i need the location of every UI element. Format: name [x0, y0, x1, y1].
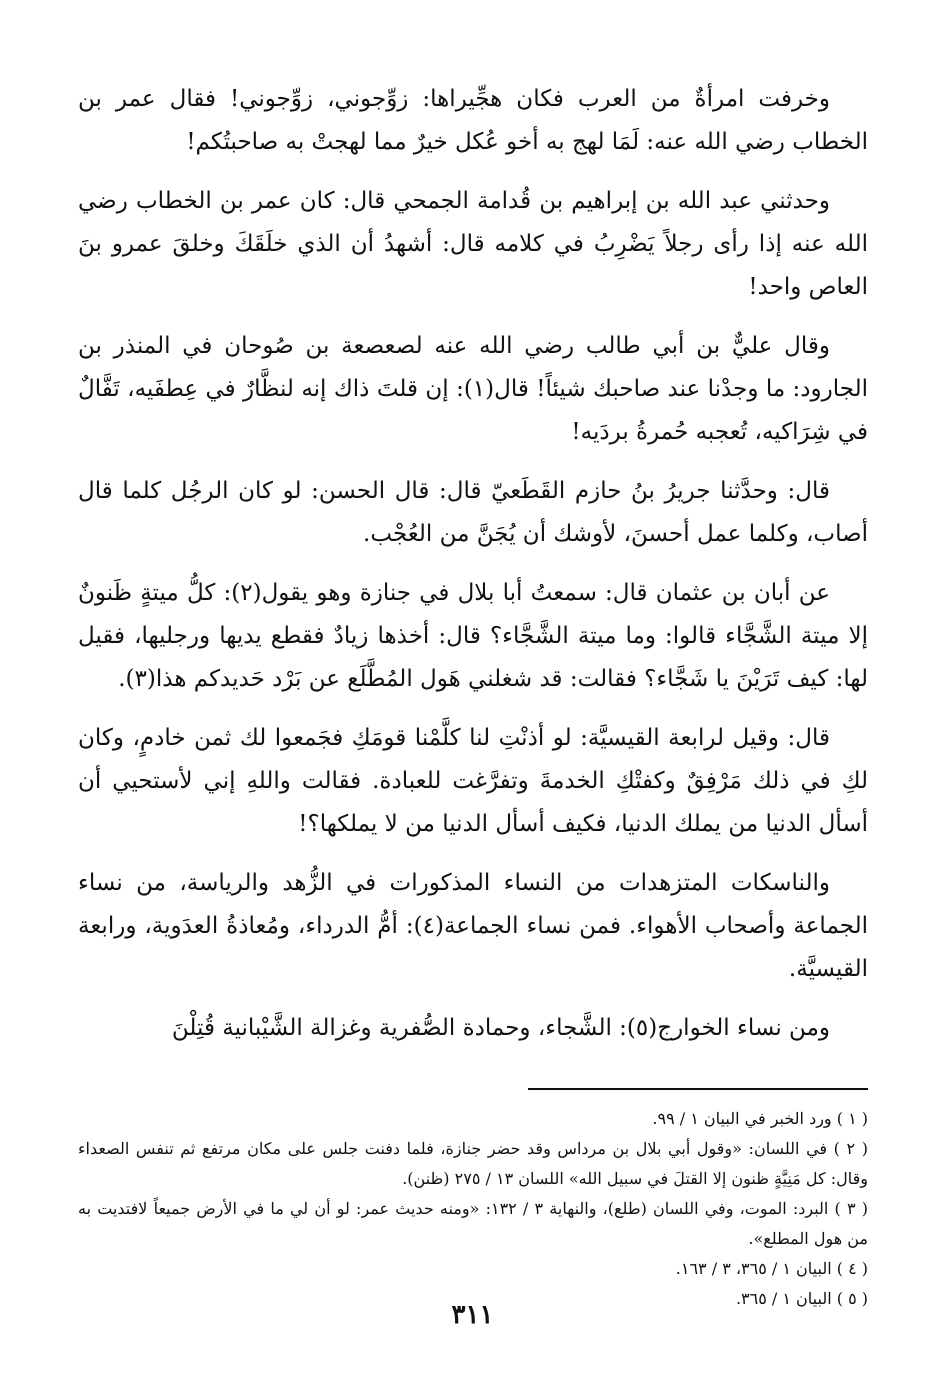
footnote-divider	[528, 1088, 868, 1090]
paragraph-8: ومن نساء الخوارج(٥): الشَّجاء، وحمادة الصُّفرية وغزالة الشَّيْبانية قُتِلْنَ	[171, 1015, 830, 1041]
footnote-2: ( ٢ ) في اللسان: «وقول أبي بلال بن مرداس وقد حضر جنازة، فلما دفنت جلس على مكان مرتفع ثم تنفس الصعداء وقال: كل مَنِيَّةٍ ظنون إلا القتلَ في سبيل الله» اللسان ١٣ / ٢٧٥ (ظنن).	[78, 1139, 868, 1188]
paragraph-2: وحدثني عبد الله بن إبراهيم بن قُدامة الجمحي قال: كان عمر بن الخطاب رضي الله عنه إذا رأى رجلاً يَضْرِبُ في كلامه قال: أشهدُ أن الذي خلَقَكَ وخلقَ عمرو بنَ العاص واحد!	[78, 188, 868, 300]
footnote-1: ( ١ ) ورد الخبر في البيان ١ / ٩٩.	[652, 1109, 868, 1128]
paragraph-5: عن أبان بن عثمان قال: سمعتُ أبا بلال في جنازة وهو يقول(٢): كلُّ ميتةٍ ظَنونٌ إلا ميتة الشَّجَّاء قالوا: وما ميتة الشَّجَّاء؟ قال: أخذها زيادٌ فقطع يديها ورجليها، فقيل لها: كيف تَرَيْنَ يا شَجَّاء؟ فقالت: قد شغلني هَول المُطَّلَع عن بَرْد حَديدكم هذا(٣).	[78, 580, 868, 692]
paragraph-6: قال: وقيل لرابعة القيسيَّة: لو أذنْتِ لنا كلَّمْنا قومَكِ فجَمعوا لك ثمن خادمٍ، وكان لكِ في ذلك مَرْفِقٌ وكفتْكِ الخدمةَ وتفرَّغت للعبادة. فقالت واللهِ إني لأستحيي أن أسأل الدنيا من يملك الدنيا، فكيف أسأل الدنيا من لا يملكها؟!	[78, 725, 868, 837]
footnote-3: ( ٣ ) البرد: الموت، وفي اللسان (طلع)، والنهاية ٣ / ١٣٢: «ومنه حديث عمر: لو أن لي ما في الأرض جميعاً لافتديت به من هول المطلع».	[78, 1199, 869, 1248]
paragraph-7: والناسكات المتزهدات من النساء المذكورات في الزُّهد والرياسة، من نساء الجماعة وأصحاب الأهواء. فمن نساء الجماعة(٤): أمُّ الدرداء، ومُعاذةُ العدَوية، ورابعة القيسيَّة.	[78, 870, 868, 982]
page-number: ٣١١	[451, 1300, 494, 1330]
paragraph-3: وقال عليٌّ بن أبي طالب رضي الله عنه لصعصعة بن صُوحان في المنذر بن الجارود: ما وجدْنا عند صاحبك شيئاً! قال(١): إن قلتَ ذاك إنه لنظَّارٌ في عِطفَيه، تَفَّالٌ في شِرَاكيه، تُعجبه حُمرةُ بردَيه!	[78, 333, 868, 445]
page-body	[78, 78, 868, 1314]
paragraph-4: قال: وحدَّثنا جريرُ بنُ حازم القَطَعيّ قال: قال الحسن: لو كان الرجُل كلما قال أصاب، وكلما عمل أحسنَ، لأوشك أن يُجَنَّ من العُجْب.	[78, 478, 868, 547]
footnote-5: ( ٥ ) البيان ١ / ٣٦٥.	[735, 1289, 868, 1308]
footnotes	[78, 1104, 868, 1314]
paragraph-1: وخرفت امرأةٌ من العرب فكان هجِّيراها: زوِّجوني، زوِّجوني! فقال عمر بن الخطاب رضي الله عنه: لَمَا لهج به أخو عُكل خيرٌ مما لهجتْ به صاحبتُكم!	[78, 86, 868, 155]
footnote-4: ( ٤ ) البيان ١ / ٣٦٥، ٣ / ١٦٣.	[675, 1259, 868, 1278]
